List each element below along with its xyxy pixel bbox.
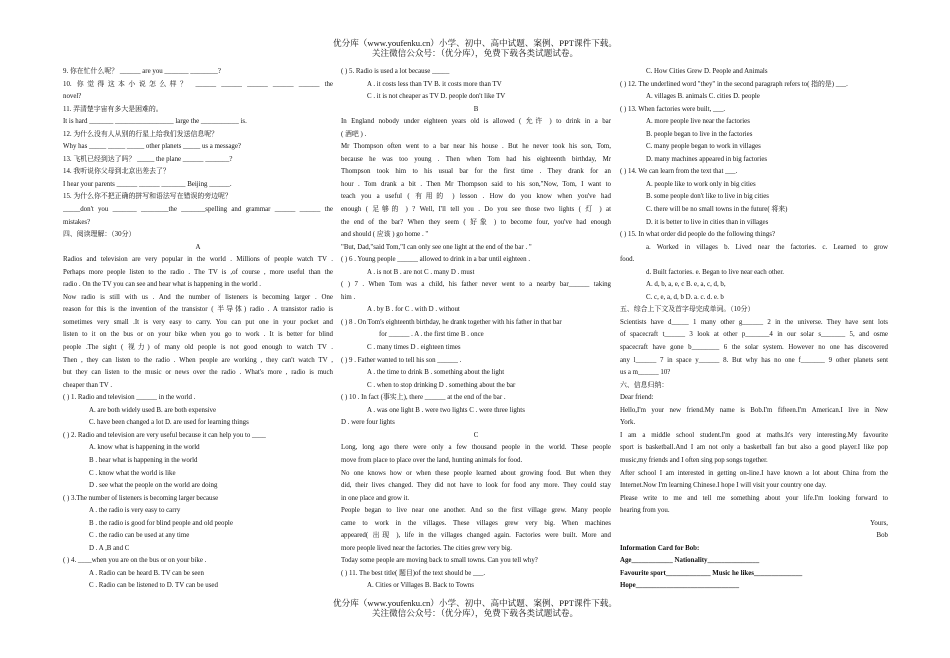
passage-a-label: A xyxy=(195,243,201,251)
passage-b-line: Mr Thompson often went to a bar near his house . But he never took his son, Tom, xyxy=(341,143,611,151)
question-14-option-a: A. people like to work only in big cities xyxy=(646,180,756,188)
question-1-options-ab: A. are both widely used B. are both expensive xyxy=(89,406,217,414)
letter-line: Internet.Now I'm learning Chinese.I hope I will visit your country one day. xyxy=(620,482,827,490)
section-reading-title: 四、阅读理解：（30分） xyxy=(63,231,136,239)
question-13-option-b: B. people began to live in the factories xyxy=(646,130,753,138)
question-3-option-d: D . A ,B and C xyxy=(89,544,130,552)
q13-line: 13. 飞机已经到达了吗？ _____ the plane ______ _______? xyxy=(63,155,233,163)
passage-b-line: In England nobody under eighteen years old is allowed ( 允许 ) to drink in a bar xyxy=(341,118,611,126)
question-7-line-2: him . xyxy=(341,293,356,301)
passage-c-line: People began to live near one another. And so the first village grew. Many people xyxy=(341,507,611,515)
q10-line-2: novel? xyxy=(63,93,82,101)
question-10-option-d: D . were four lights xyxy=(341,419,395,427)
question-6: ( ) 6 . Young people ______ allowed to drink in a bar until eighteen . xyxy=(341,256,531,264)
question-15-options-ab: A. d, b, a, e, c B. e, a, c, d, b, xyxy=(646,281,726,289)
passage-c-line: more people lived near the factories. The cities grew very big. xyxy=(341,544,512,552)
column-left xyxy=(63,66,333,593)
column-right xyxy=(620,66,888,593)
passage-c-line: came to work in the villages. These villages grew very big. When machines xyxy=(341,519,611,527)
passage-a-line: Now radio is still with us . And the number of listeners is becoming larger . One xyxy=(63,293,333,301)
passage-b-line: enough ( 足够的 ) ? Well, I'll tell you . Do you see those two lights ( 灯 ) at xyxy=(341,206,611,214)
letter-line: Hello,I'm your new friend.My name is Bob.I'm fifteen.I'm American.I live in New xyxy=(620,406,888,414)
question-2-option-d: D . see what the people on the world are doing xyxy=(89,482,218,490)
info-card-title: Information Card for Bob: xyxy=(620,544,700,552)
question-13-option-a: A. more people live near the factories xyxy=(646,118,750,126)
question-15-items-line-2: food. xyxy=(620,256,635,264)
q14-line: 14. 我听说你父母到北京出差去了？ xyxy=(63,168,170,176)
q11-line: 11. 弄清楚宇宙有多大是困难的。 xyxy=(63,105,163,113)
passage-c-line: No one knows how or when these people learned about growing food. But when they xyxy=(341,469,611,477)
question-5-options-cd: C . it is not cheaper as TV D. people don't like TV xyxy=(367,93,506,101)
letter-line: hearing from you. xyxy=(620,507,670,515)
question-15-items-de: d. Built factories. e. Began to live near each other. xyxy=(646,268,784,276)
cloze-line: any l______ 7 in space y______ 8. But why has no one f_______ 9 other planets sent xyxy=(620,356,888,364)
question-1-options-cd: C. have been changed a lot D. are used for learning things xyxy=(89,419,249,427)
question-14-option-c: C. there will be no small towns in the future( 将来) xyxy=(646,206,788,214)
question-5: ( ) 5. Radio is used a lot because _____ xyxy=(341,68,450,75)
passage-a-line: sometimes very small .It is very easy to carry. You can put one in your pocket and xyxy=(63,318,333,326)
q11-line-2: It is hard _______ _________________ large the ___________ is. xyxy=(63,118,247,126)
passage-b-line: teach you a useful ( 有用的 ) lesson . How do you know when you've had xyxy=(341,193,611,201)
passage-b-line: because he was too young . Then when Tom had his eighteenth birthday, Mr xyxy=(341,155,611,163)
question-1: ( ) 1. Radio and television ______ in the world . xyxy=(63,394,196,402)
question-2-option-b: B . hear what is happening in the world xyxy=(89,456,198,464)
letter-line: sport is basketball.And I am not only a basketball fan but also a good player.I like pop xyxy=(620,444,888,452)
question-9-options-cd: C . when to stop drinking D . something about the bar xyxy=(367,381,516,389)
info-card-age-nationality: Age____________ Nationality_______________ xyxy=(620,557,760,565)
question-2-option-a: A. know what is happening in the world xyxy=(89,444,200,452)
question-12: ( ) 12. The underlined word "they" in the second paragraph refers to( 指的是) ___. xyxy=(620,80,848,88)
question-15-items-abc: a. Worked in villages b. Lived near the factories. c. Learned to grow xyxy=(646,243,888,251)
question-15-options-cd: C. c, e, a, d, b D. a. c. d. e. b xyxy=(646,293,724,301)
passage-c-line: in one place and grow it. xyxy=(341,494,410,502)
footer-line-2: 关注微信公众号：（优分库），免费下载各类试题试卷。 xyxy=(371,608,579,618)
question-13-option-c: C. many people began to work in villages xyxy=(646,143,761,151)
question-3: ( ) 3.The number of listeners is becoming larger because xyxy=(63,494,219,502)
q14-line-2: I hear your parents ______ ______ _______ Beijing ______. xyxy=(63,180,232,188)
question-8-line-2: for ______ . A . the first time B . once xyxy=(379,331,484,339)
question-6-options: A . is not B . are not C . many D . must xyxy=(367,268,475,276)
question-13-option-d: D. many machines appeared in big factories xyxy=(646,155,768,163)
passage-a-line: Perhaps more people listen to the radio . The TV is ,of course , more useful than the xyxy=(63,268,333,276)
q12-line: 12. 为什么没有人从别的行星上给我们发送信息呢？ xyxy=(63,130,219,138)
header-line-1: 优分库（www.youfenku.cn）小学、初中、高中试题、案例、PPT课件下载。 xyxy=(333,38,617,48)
question-14-option-b: B. some people don't like to live in big cities xyxy=(646,193,769,201)
question-3-option-a: A . the radio is very easy to carry xyxy=(89,507,181,515)
header-line-2: 关注微信公众号：（优分库），免费下载各类试题试卷。 xyxy=(371,48,579,58)
question-10-options: A . was one light B . were two lights C . were three lights xyxy=(367,406,525,414)
info-card-sport-music: Favourite sport_____________ Music he likes______________ xyxy=(620,569,803,577)
q12-line-2: Why has _____ _____ _____ other planets _____ us a message? xyxy=(63,143,241,151)
passage-a-line: but they can listen to the music or news over the radio . What's more , radio is much xyxy=(63,369,333,377)
info-card-hope: Hope______________________________ xyxy=(620,582,740,590)
passage-c-line: appeared( 出现 ), life in the villages changed again. Factories were built. More and xyxy=(341,532,611,540)
q10-line: 10. 你觉得这本小说怎么样？ ______ ______ ______ ______ ______ the xyxy=(63,80,333,88)
cloze-line: Scientists have d_____ 1 many other g______ 2 in the universe. They have sent lots xyxy=(620,318,888,326)
question-7-options: A . by B . for C . with D . without xyxy=(367,306,460,314)
page-header xyxy=(0,38,950,58)
question-2-option-c: C . know what the world is like xyxy=(89,469,176,477)
passage-b-line: the end of the bar? When they seem ( 好象 ) to become four, you've had enough xyxy=(341,218,611,226)
question-3-option-b: B . the radio is good for blind people and old people xyxy=(89,519,233,527)
passage-c-label: C xyxy=(473,431,479,439)
passage-b-label: B xyxy=(473,105,479,113)
question-14-option-d: D. it is better to live in cities than in villages xyxy=(646,218,769,226)
q15-line-3: mistakes? xyxy=(63,218,91,226)
question-13: ( ) 13. When factories were built, ___. xyxy=(620,105,726,113)
cloze-line: spacecraft have gone b________ 6 the solar system. However no one has discovered xyxy=(620,344,888,352)
question-4-options-cd: C . Radio can be listened to D. TV can be used xyxy=(89,582,218,590)
section-cloze-title: 五、综合上下文及首字母完成单词。（10分） xyxy=(620,306,755,314)
question-10: ( ) 10 . In fact (事实上), there ______ at the end of the bar . xyxy=(341,394,506,402)
passage-a-line: Radios and television are very popular in the world . Millions of people watch TV . xyxy=(63,256,333,264)
q15-line-2: _____don't you _______ ________the _______spelling and grammar ______ ______ the xyxy=(63,206,333,214)
passage-c-line: Today some people are moving back to small towns. Can you tell why? xyxy=(341,557,538,565)
page-footer xyxy=(0,598,950,618)
question-11: ( ) 11. The best title( 题目)of the text should be ___. xyxy=(341,569,486,577)
question-12-options: A. villages B. animals C. cities D. people xyxy=(646,93,760,101)
letter-line: York. xyxy=(620,419,636,427)
section-info-title: 六、信息归纳： xyxy=(620,381,669,389)
passage-c-line: move from place to place over the land, hunting animals for food. xyxy=(341,456,523,464)
passage-a-line: Then , they can listen to the radio . When people are working , they can't watch TV , xyxy=(63,356,333,364)
question-7: ( ) 7 . When Tom was a child, his father never went to a nearby bar______ taking xyxy=(341,281,611,289)
question-11-options-ab: A. Cities or Villages B. Back to Towns xyxy=(367,582,474,590)
column-middle xyxy=(341,66,611,593)
question-14: ( ) 14. We can learn from the text that ___. xyxy=(620,168,738,176)
q9-line: 9. 你在忙什么呢？ ______ are you _______ ________? xyxy=(63,68,221,75)
question-2: ( ) 2. Radio and television are very useful because it can help you to ____ xyxy=(63,431,266,439)
question-3-option-c: C . the radio can be used at any time xyxy=(89,532,190,540)
letter-closing: Yours, xyxy=(870,519,888,527)
passage-a-line: reason for this is the invention of the transistor ( 半导体) radio . A transistor radio is xyxy=(63,306,333,314)
passage-b-line: "But, Dad,"said Tom,"I can only see one light at the end of the bar . " xyxy=(341,243,532,251)
question-15: ( ) 15. In what order did people do the following things? xyxy=(620,231,776,239)
letter-line: I am a middle school student.I'm good at maths.It's very interesting.My favourite xyxy=(620,431,888,439)
letter-line: After school I am interested in getting on-line.I have known a lot about China from the xyxy=(620,469,888,477)
passage-a-line: listen to it on the bus or on your bike when you go to work . It is better for blind xyxy=(63,331,333,339)
question-8: ( ) 8 . On Tom's eighteenth birthday, he drank together with his father in that bar xyxy=(341,318,562,326)
footer-line-1: 优分库（www.youfenku.cn）小学、初中、高中试题、案例、PPT课件下载。 xyxy=(333,598,617,608)
cloze-line: of spacecraft t______ 3 look at other p_______4 in our solar s_______ 5, and osme xyxy=(620,331,888,339)
q15-line: 15. 为什么你不把正确的拼写和语法写在错误的旁边呢？ xyxy=(63,193,232,201)
question-9-options-ab: A . the time to drink B . something about the light xyxy=(367,369,505,377)
question-9: ( ) 9 . Father wanted to tell his son ______ . xyxy=(341,356,462,364)
passage-b-line: Thompson took him to his usual bar for the first time . They drank for an xyxy=(341,168,611,176)
passage-c-line: did, their lives changed. They did not have to look for food any more. They could stay xyxy=(341,482,611,490)
passage-b-line: hour . Tom drank a bit . Then Mr Thompson said to his son,"Now, Tom, I want to xyxy=(341,180,611,188)
passage-c-line: Long, long ago there were only a few thousand people in the world. These people xyxy=(341,444,611,452)
passage-a-line: cheaper than TV . xyxy=(63,381,113,389)
passage-a-line: people .The sight ( 视力) of many old people is not good enough to watch TV . xyxy=(63,344,333,352)
passage-b-line: and should ( 应该 ) go home . " xyxy=(341,231,429,239)
letter-greeting: Dear friend: xyxy=(620,394,654,402)
question-8-options-cd: C . many times D . eighteen times xyxy=(367,344,461,352)
question-11-options-cd: C. How Cities Grew D. People and Animals xyxy=(646,68,768,75)
letter-line: Please write to me and tell me something about your life.I'm looking forward to xyxy=(620,494,888,502)
letter-line: music,my friends and I often sing pop songs together. xyxy=(620,456,768,464)
question-5-options-ab: A . it costs less than TV B. it costs more than TV xyxy=(367,80,502,88)
question-4: ( ) 4. ____when you are on the bus or on your bike . xyxy=(63,557,207,565)
cloze-line: us a m______ 10? xyxy=(620,369,671,377)
passage-a-line: radio . On the TV you can see and hear what is happening in the world . xyxy=(63,281,261,289)
letter-signature: Bob xyxy=(876,532,888,540)
question-4-options-ab: A . Radio can be heard B. TV can be seen xyxy=(89,569,204,577)
passage-b-line: ( 酒吧 ) . xyxy=(341,130,367,138)
